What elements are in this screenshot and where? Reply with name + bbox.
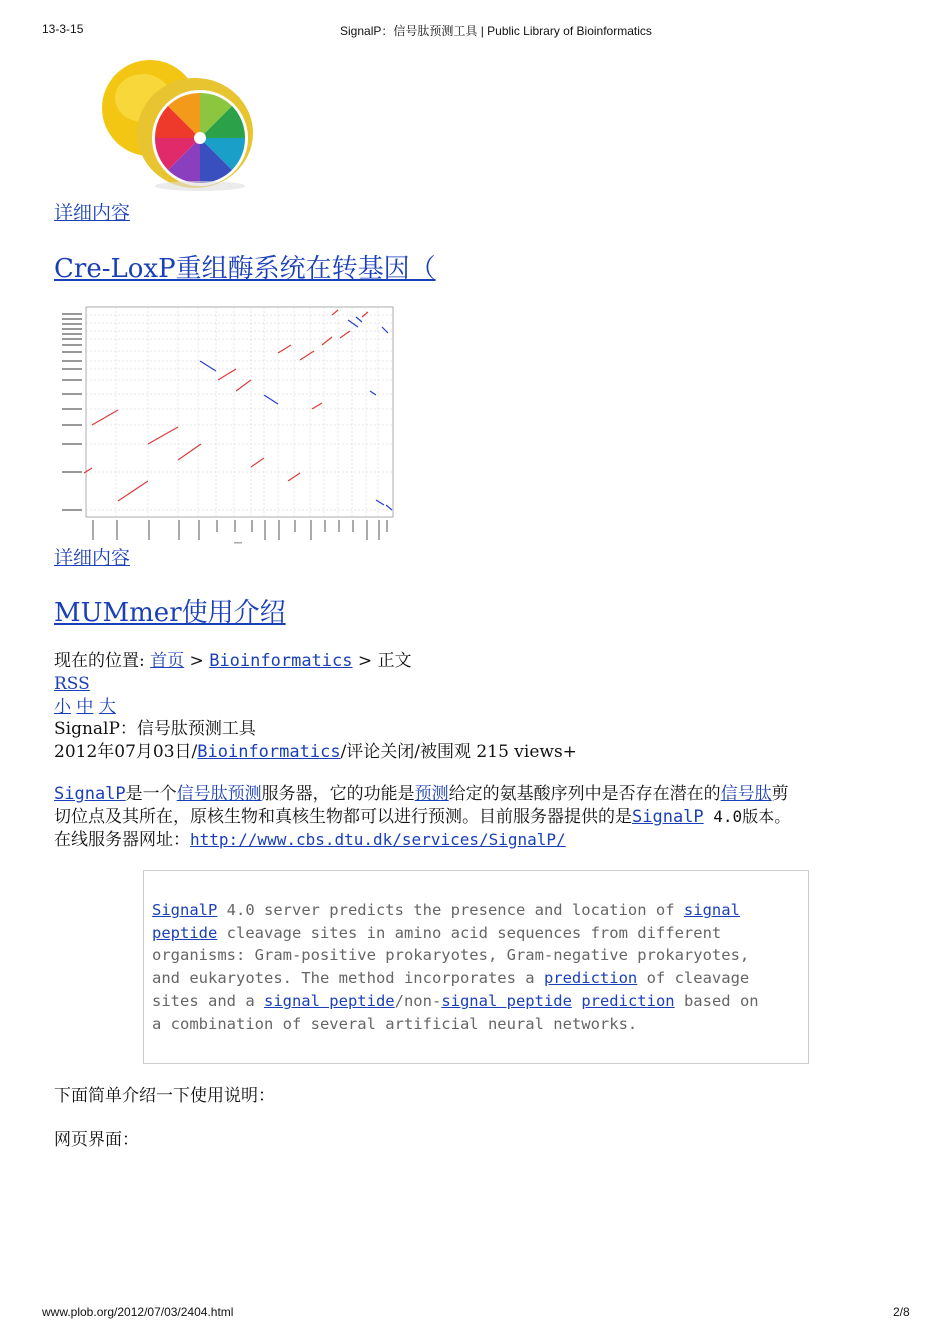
font-size-small-link[interactable]: 小 bbox=[54, 697, 71, 717]
article-title: SignalP：信号肽预测工具 bbox=[54, 719, 256, 739]
quote-line bbox=[152, 992, 759, 1010]
print-title: SignalP：信号肽预测工具 | Public Library of Bioinformatics bbox=[340, 24, 652, 38]
text: and eukaryotes. The method incorporates a bbox=[152, 969, 544, 987]
text: 服务器，它的功能是 bbox=[261, 784, 415, 804]
more-link-2[interactable]: 详细内容 bbox=[54, 547, 131, 569]
text: 切位点及其所在，原核生物和真核生物都可以进行预测。目前服务器提供的是 bbox=[54, 807, 632, 827]
breadcrumb-category[interactable]: Bioinformatics bbox=[209, 651, 353, 671]
meta-separator: / bbox=[191, 742, 198, 762]
breadcrumb-separator: > bbox=[189, 651, 204, 671]
quote-signalp-link[interactable]: SignalP bbox=[152, 901, 218, 919]
quote-prediction-link-2[interactable]: prediction bbox=[581, 992, 675, 1010]
quote-signal-peptide-link-2[interactable]: signal peptide bbox=[441, 992, 572, 1010]
text bbox=[572, 992, 581, 1010]
signalp-link-2[interactable]: SignalP bbox=[632, 807, 704, 827]
signalp-server-url-link[interactable]: http://www.cbs.dtu.dk/services/SignalP/ bbox=[190, 830, 566, 849]
text: 4.0 server predicts the presence and location of bbox=[217, 901, 684, 919]
breadcrumb-prefix: 现在的位置: bbox=[54, 651, 145, 671]
article-paragraph-line-2 bbox=[54, 806, 790, 828]
quote-prediction-link[interactable]: prediction bbox=[543, 969, 638, 987]
text: based on bbox=[674, 992, 759, 1010]
lemon-color-wheel-image bbox=[95, 48, 255, 193]
text: /non- bbox=[394, 992, 442, 1010]
signal-peptide-link[interactable]: 信号肽 bbox=[720, 784, 772, 804]
usage-intro: 下面简单介绍一下使用说明： bbox=[54, 1086, 275, 1106]
post-title-mummer[interactable]: MUMmer使用介绍 bbox=[54, 598, 286, 628]
more-link-1[interactable]: 详细内容 bbox=[54, 202, 131, 224]
print-date: 13-3-15 bbox=[42, 22, 84, 36]
signalp-description-quote bbox=[143, 870, 809, 1064]
quote-line bbox=[152, 901, 740, 919]
breadcrumb bbox=[54, 650, 412, 672]
font-size-large-link[interactable]: 大 bbox=[98, 697, 116, 717]
dotplot-image bbox=[56, 305, 396, 545]
text: 是一个 bbox=[125, 784, 177, 804]
print-page-number: 2/8 bbox=[893, 1305, 910, 1319]
article-paragraph-line-1 bbox=[54, 783, 789, 805]
rss-link[interactable]: RSS bbox=[54, 674, 90, 694]
quote-signal-peptide-link[interactable]: signal peptide bbox=[263, 992, 395, 1010]
quote-signal-link[interactable]: signal bbox=[683, 901, 740, 919]
post-title-cre-loxp[interactable]: Cre-LoxP重组酶系统在转基因（ bbox=[54, 254, 436, 284]
text: sites and a bbox=[152, 992, 264, 1010]
font-size-switcher bbox=[54, 696, 116, 718]
meta-separator: / bbox=[340, 742, 347, 762]
text: 在线服务器网址： bbox=[54, 830, 190, 850]
text: 剪 bbox=[771, 784, 789, 804]
meta-category-link[interactable]: Bioinformatics bbox=[197, 742, 341, 762]
breadcrumb-home[interactable]: 首页 bbox=[150, 651, 185, 671]
text: cleavage sites in amino acid sequences from different bbox=[217, 924, 722, 942]
meta-separator: / bbox=[414, 742, 421, 762]
article-paragraph-line-3 bbox=[54, 829, 566, 851]
prediction-link[interactable]: 预测 bbox=[414, 784, 449, 804]
meta-date: 2012年07月03日 bbox=[54, 742, 192, 762]
print-url: www.plob.org/2012/07/03/2404.html bbox=[42, 1305, 234, 1319]
text: 4.0版本。 bbox=[703, 807, 791, 826]
web-interface-label: 网页界面： bbox=[54, 1130, 139, 1150]
quote-peptide-link[interactable]: peptide bbox=[152, 924, 218, 942]
signal-peptide-prediction-link[interactable]: 信号肽预测 bbox=[176, 784, 262, 804]
text: of cleavage bbox=[637, 969, 750, 987]
font-size-medium-link[interactable]: 中 bbox=[76, 697, 94, 717]
article-meta bbox=[54, 741, 577, 763]
quote-line: a combination of several artificial neural networks. bbox=[152, 1015, 638, 1033]
meta-views: 被围观 215 views+ bbox=[420, 742, 577, 762]
breadcrumb-separator: > bbox=[357, 651, 373, 671]
quote-line bbox=[152, 969, 749, 987]
text: 给定的氨基酸序列中是否存在潜在的 bbox=[448, 784, 721, 804]
quote-line: organisms: Gram-positive prokaryotes, Gram-negative prokaryotes, bbox=[152, 946, 750, 964]
quote-line bbox=[152, 924, 721, 942]
breadcrumb-current: 正文 bbox=[377, 651, 412, 671]
meta-comments: 评论关闭 bbox=[346, 742, 415, 762]
signalp-link[interactable]: SignalP bbox=[54, 784, 126, 804]
